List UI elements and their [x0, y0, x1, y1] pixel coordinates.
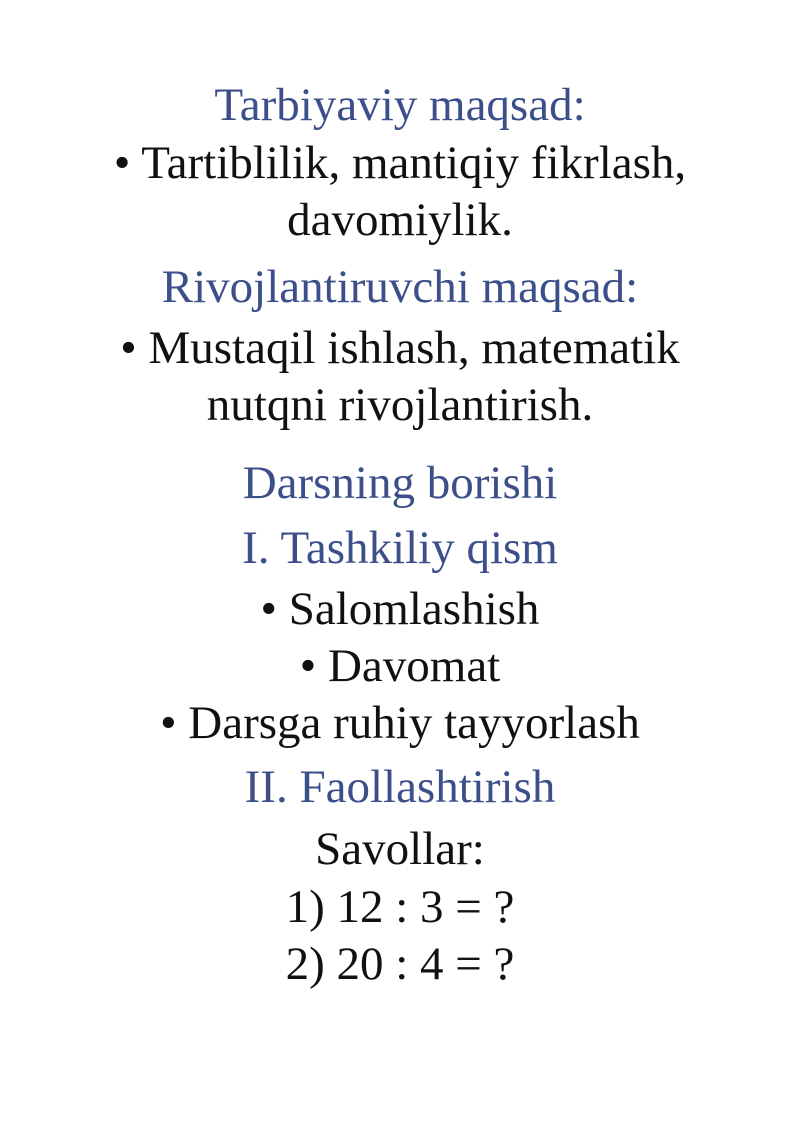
developmental-goal-bullet-line: • Mustaqil ishlash, matematik — [120, 322, 680, 374]
organizational-bullet-greeting: • Salomlashish — [260, 583, 540, 635]
educational-goal-bullet-line: davomiylik. — [287, 194, 513, 246]
questions-label: Savollar: — [315, 823, 485, 875]
activation-heading: II. Faollashtirish — [244, 761, 556, 813]
question-item: 2) 20 : 4 = ? — [285, 938, 515, 990]
developmental-goal-bullet-line: nutqni rivojlantirish. — [206, 379, 594, 431]
developmental-goal-heading: Rivojlantiruvchi maqsad: — [161, 261, 639, 313]
organizational-part-heading: I. Tashkiliy qism — [242, 522, 558, 574]
question-item: 1) 12 : 3 = ? — [285, 881, 515, 933]
educational-goal-heading: Tarbiyaviy maqsad: — [214, 79, 586, 131]
educational-goal-bullet-line: • Tartiblilik, mantiqiy fikrlash, — [113, 137, 687, 189]
lesson-progress-heading: Darsning borishi — [242, 457, 558, 509]
organizational-bullet-preparation: • Darsga ruhiy tayyorlash — [160, 697, 640, 749]
organizational-bullet-attendance: • Davomat — [299, 640, 501, 692]
